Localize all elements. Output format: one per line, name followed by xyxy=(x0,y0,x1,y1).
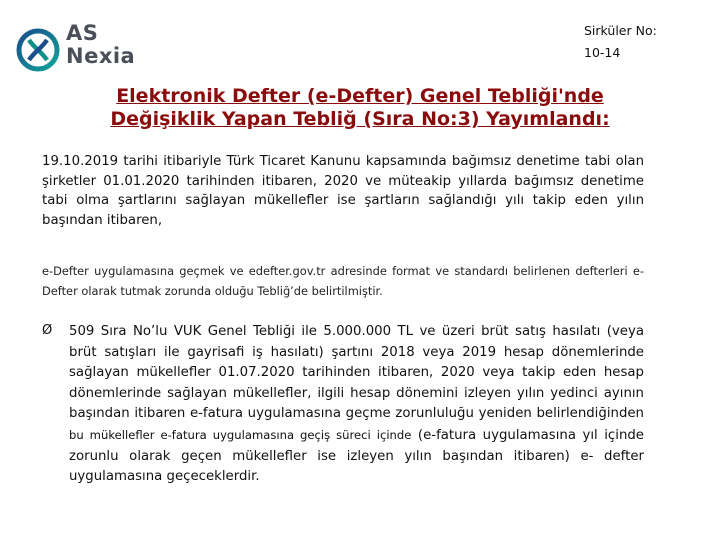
bullet-text-part-1: 509 Sıra No’lu VUK Genel Tebliği ile 5.000.000 TL ve üzeri brüt satış hasılatı (veya brüt satışları ile gayrisafi iş hasılatı) şartını 2018 veya 2019 hesap dönemlerinde sağlayan mükellefler 01.07.2020 tarihinden itibaren, 2020 veya takip eden hesap dönemlerinde sağlayan mükellefler, ilgili hesap dönemini izleyen yılın yedinci ayının başından itibaren e-fatura uygulamasına geçme zorunluluğu yeniden belirlendiğinden xyxy=(69,324,644,422)
logo-line-2: Nexia xyxy=(66,44,136,68)
title-line-1: Elektronik Defter (e-Defter) Genel Tebliği'nde xyxy=(116,85,604,107)
logo-wordmark xyxy=(66,22,135,68)
nexia-logo-icon xyxy=(16,28,60,72)
page-title xyxy=(40,85,680,131)
logo-line-1: AS xyxy=(66,21,99,45)
circular-info xyxy=(584,20,657,64)
bullet-text-part-3: (e-fatura uygulamasına yıl içinde zorunlu olarak geçen mükellefler ise izleyen yılın başından itibaren) e- defter uygulamasına geçeceklerdir. xyxy=(69,427,644,485)
title-line-2: Değişiklik Yapan Tebliğ (Sıra No:3) Yayımlandı: xyxy=(110,108,610,130)
company-logo xyxy=(16,22,136,74)
circular-number: 10-14 xyxy=(584,45,621,60)
paragraph-1: 19.10.2019 tarihi itibariyle Türk Ticaret Kanunu kapsamında bağımsız denetime tabi olan şirketler 01.01.2020 tarihinden itibaren, 2020 ve müteakip yıllarda bağımsız denetime tabi olma şartlarını sağlayan mükellefler ise şartların sağlandığı yılı takip eden yılın başından itibaren, xyxy=(42,154,644,228)
arrow-bullet-icon: Ø xyxy=(42,323,53,338)
paragraph-2: e-Defter uygulamasına geçmek ve edefter.gov.tr adresinde format ve standardı belirlenen defterleri e-Defter olarak tutmak zorunda olduğu Tebliğ’de belirtilmiştir. xyxy=(42,264,644,298)
circular-label: Sirküler No: xyxy=(584,23,657,38)
bullet-text xyxy=(69,322,644,488)
bullet-text-part-2: bu mükellefler e-fatura uygulamasına geçiş süreci içinde xyxy=(69,427,412,442)
